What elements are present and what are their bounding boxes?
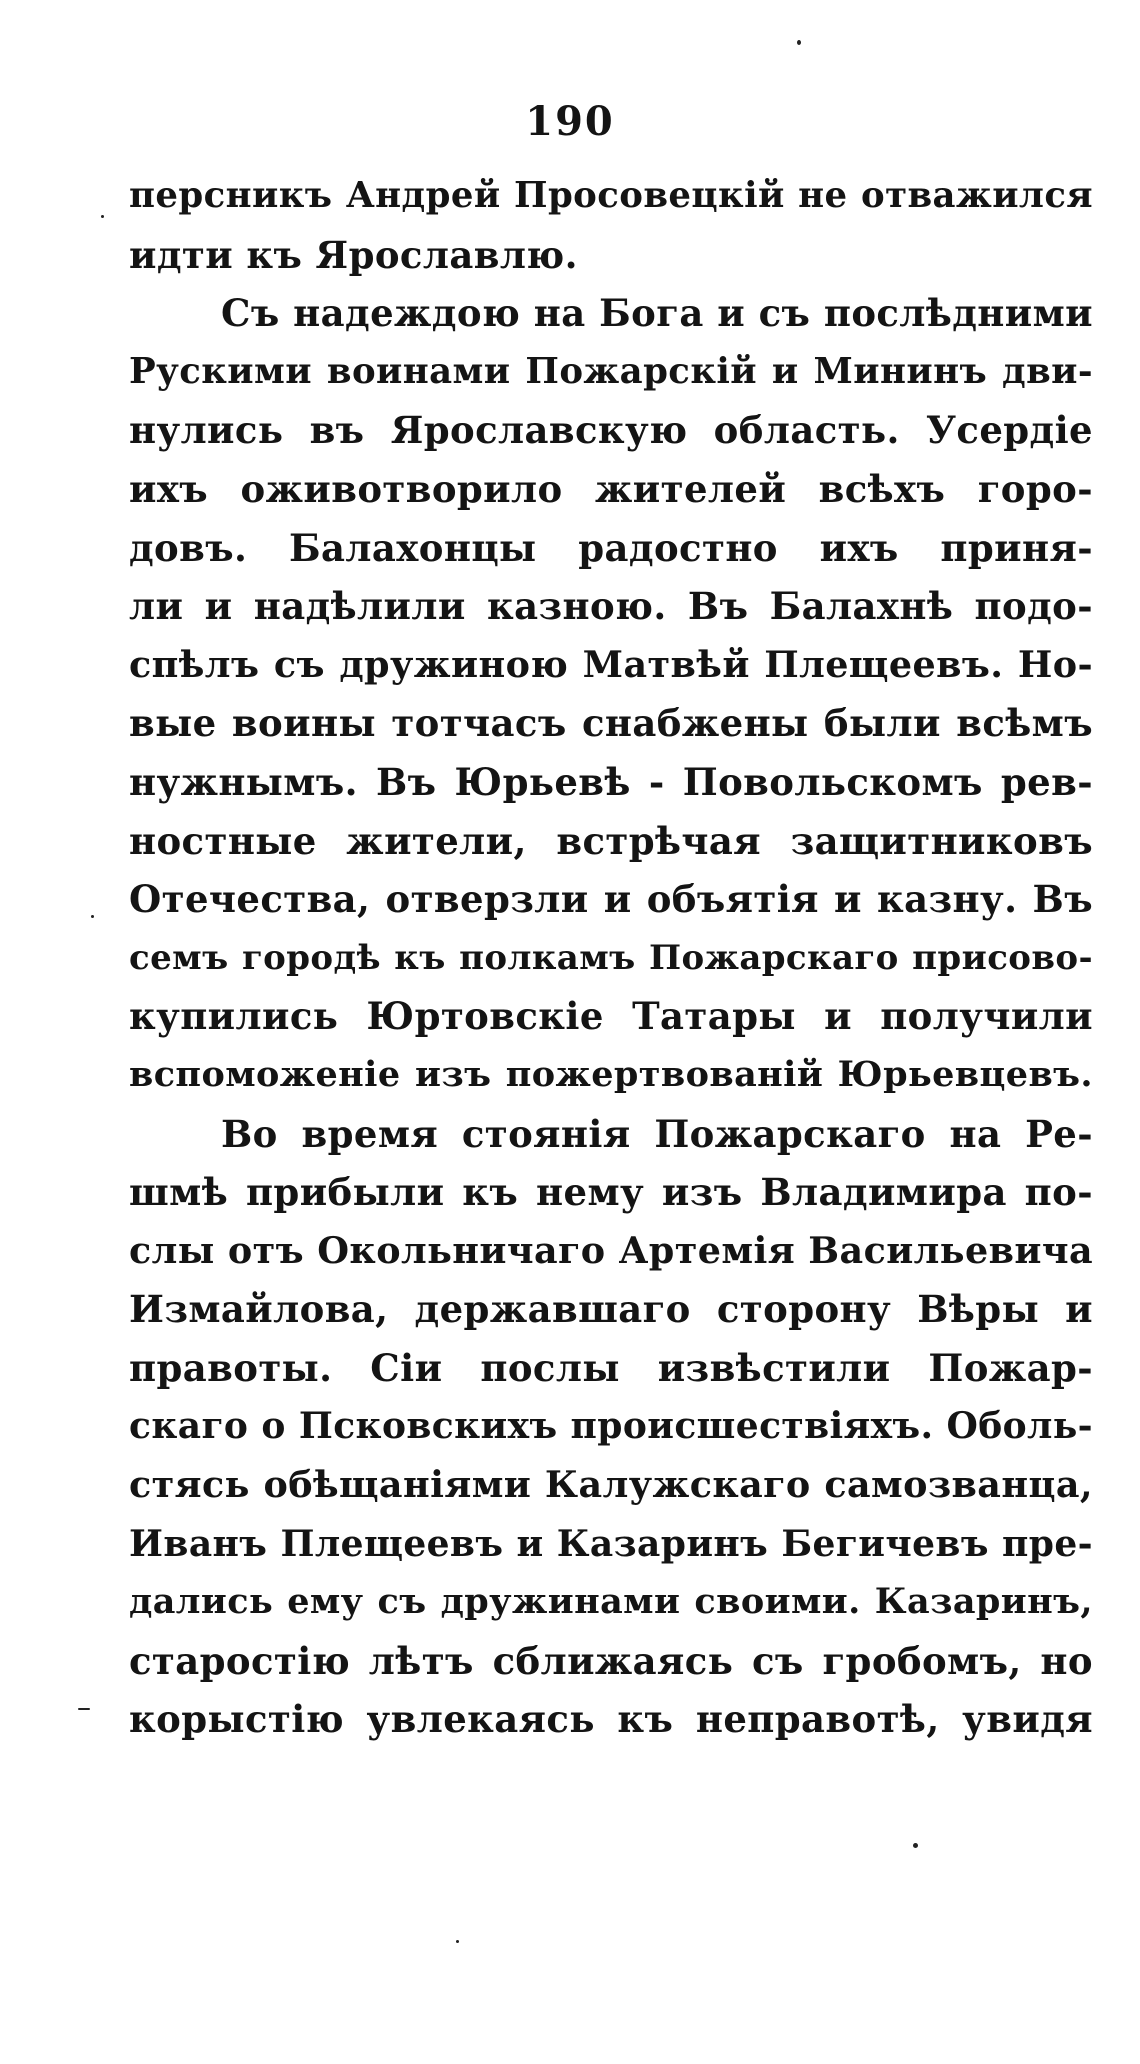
text-line: ли и надѣлили казною. Въ Балахнѣ подо- [129, 584, 1093, 629]
text-line: спѣлъ съ дружиною Матвѣй Плещеевъ. Но- [129, 642, 1093, 686]
text-line: купились Юртовскіе Татары и получили [129, 994, 1093, 1039]
text-line: стясь обѣщаніями Калужскаго самозванца, [129, 1463, 1093, 1507]
body-text [129, 167, 1093, 1749]
text-line: Отечества, отверзли и объятія и казну. Въ [129, 877, 1093, 922]
text-line: персникъ Андрей Просовецкій не отважился [129, 175, 1093, 216]
text-line: правоты. Сіи послы извѣстили Пожар- [129, 1345, 1093, 1390]
text-line: ихъ оживотворило жителей всѣхъ горо- [129, 466, 1093, 511]
text-line: Рускими воинами Пожарскій и Мининъ дви- [129, 350, 1093, 392]
text-line: скаго о Псковскихъ происшествіяхъ. Оболь- [129, 1405, 1093, 1448]
text-line: дались ему съ дружинами своими. Казаринъ, [129, 1581, 1093, 1623]
text-line: Съ надеждою на Бога и съ послѣдними [221, 291, 1093, 336]
text-line: семъ городѣ къ полкамъ Пожарскаго присово- [129, 937, 1093, 978]
text-line: довъ. Балахонцы радостно ихъ приня- [129, 525, 1093, 570]
scan-speck [101, 215, 104, 218]
scan-speck [913, 1843, 918, 1848]
scan-speck [91, 915, 94, 918]
text-line: ностные жители, встрѣчая защитниковъ [129, 818, 1093, 863]
text-line: нулись въ Ярославскую область. Усердіе [129, 408, 1093, 453]
page-number: 190 [525, 98, 615, 145]
scan-speck [456, 1940, 459, 1943]
scan-speck [797, 40, 801, 45]
text-line: старостію лѣтъ сближаясь съ гробомъ, но [129, 1638, 1093, 1683]
text-line: нужнымъ. Въ Юрьевѣ - Повольскомъ рев- [129, 759, 1093, 804]
text-line: вспоможеніе изъ пожертвованій Юрьевцевъ. [129, 1053, 1093, 1095]
text-line: Иванъ Плещеевъ и Казаринъ Бегичевъ пре- [129, 1522, 1093, 1565]
text-line: Измайлова, державшаго сторону Вѣры и [129, 1287, 1093, 1332]
text-line: Во время стоянія Пожарскаго на Ре- [221, 1111, 1093, 1156]
text-line: корыстію увлекаясь къ неправотѣ, увидя [129, 1697, 1093, 1742]
text-line: слы отъ Окольничаго Артемія Васильевича [129, 1228, 1093, 1272]
text-line: шмѣ прибыли къ нему изъ Владимира по- [129, 1170, 1093, 1215]
text-line: вые воины тотчасъ снабжены были всѣмъ [129, 701, 1093, 746]
text-line: идти къ Ярославлю. [129, 232, 578, 277]
scan-speck [78, 1708, 90, 1710]
